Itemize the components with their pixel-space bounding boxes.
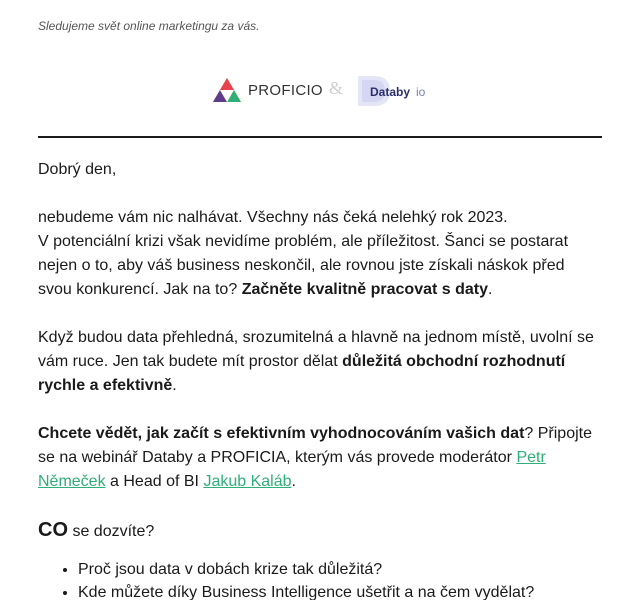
list-item: • Kde můžete díky Business Intelligence ušetřit a na čem vydělat? <box>78 581 602 600</box>
logo-row <box>0 74 640 110</box>
divider <box>38 136 602 138</box>
link-petr-nemecek[interactable]: Petr Němeček <box>38 449 546 490</box>
databy-wordmark: Databy <box>370 85 411 99</box>
proficio-mark-icon <box>212 77 242 103</box>
webinar-text: ? Připojte se na webinář Databy a PROFICIA, kterým vás provede moderátor <box>38 425 592 466</box>
proficio-wordmark: PROFICIO <box>248 81 323 99</box>
paragraph-intro <box>38 206 602 302</box>
topic-list <box>38 558 602 600</box>
paragraph-data <box>38 326 602 398</box>
section-heading <box>38 518 602 544</box>
intro-bold: Začněte kvalitně pracovat s daty <box>241 281 489 298</box>
ampersand: & <box>329 78 344 98</box>
heading-co: CO <box>38 519 68 541</box>
webinar-mid: a Head of BI <box>110 473 199 490</box>
data-bold: důležitá obchodní rozhodnutí rychle a efektivně <box>38 353 566 394</box>
webinar-bold: Chcete vědět, jak začít s efektivním vyhodnocováním vašich dat <box>38 425 525 442</box>
link-jakub-kalab[interactable]: Jakub Kaláb <box>203 473 292 490</box>
databy-suffix: io <box>416 85 426 99</box>
databy-logo[interactable] <box>356 74 436 108</box>
email-body <box>38 158 602 600</box>
intro-end: . <box>488 281 493 298</box>
heading-rest: se dozvíte? <box>72 523 155 540</box>
data-text: Když budou data přehledná, srozumitelná a hlavně na jednom místě, uvolní se vám ruce. Jen tak budete mít prostor dělat <box>38 329 594 370</box>
data-end: . <box>172 377 177 394</box>
paragraph-webinar <box>38 422 602 494</box>
intro-text: V potenciální krizi však nevidíme problém, ale příležitost. Šanci se postarat nejen o to, aby váš business neskončil, ale rovnou jste získali náskok před svou konkurencí. Jak na to? <box>38 233 569 298</box>
greeting: Dobrý den, <box>38 161 117 178</box>
list-item: • Proč jsou data v dobách krize tak důležitá? <box>78 558 602 581</box>
tagline: Sledujeme svět online marketingu za vás. <box>38 19 260 33</box>
intro-line: nebudeme vám nic nalhávat. Všechny nás čeká nelehký rok 2023. <box>38 209 508 226</box>
proficio-logo[interactable] <box>212 77 323 103</box>
webinar-end: . <box>291 473 296 490</box>
